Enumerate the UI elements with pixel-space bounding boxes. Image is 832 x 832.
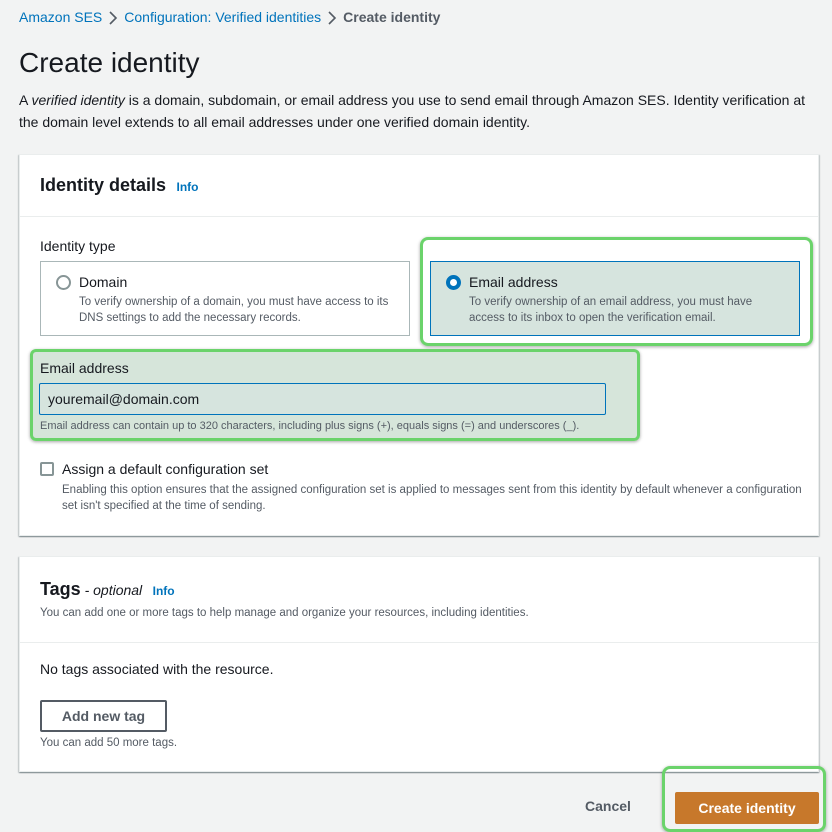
identity-details-info-link[interactable]: Info (176, 180, 199, 194)
desc-prefix: A (19, 92, 32, 108)
email-address-input[interactable]: youremail@domain.com (39, 383, 606, 415)
tags-title: Tags (40, 579, 81, 599)
tags-header (20, 557, 818, 643)
tags-panel (19, 556, 819, 772)
config-set-label[interactable]: Assign a default configuration set (62, 461, 269, 477)
identity-type-email-tile[interactable] (430, 261, 800, 336)
domain-tile-title: Domain (79, 274, 128, 290)
email-address-label: Email address (40, 360, 129, 376)
domain-tile-desc: To verify ownership of a domain, you must have access to its DNS settings to add the necessary records. (79, 296, 389, 324)
identity-details-title: Identity details (40, 175, 167, 195)
tags-optional: - optional (80, 582, 143, 598)
email-address-hint: Email address can contain up to 320 characters, including plus signs (+), equals signs (=) and underscores (_). (40, 420, 580, 432)
page-description (19, 89, 819, 133)
page-title: Create identity (19, 47, 200, 78)
identity-details-panel (19, 154, 819, 536)
tags-description: You can add one or more tags to help manage and organize your resources, including identities. (40, 607, 529, 619)
create-identity-button[interactable]: Create identity (675, 792, 819, 824)
email-tile-title: Email address (469, 274, 558, 290)
identity-type-label: Identity type (40, 238, 116, 254)
config-set-desc: Enabling this option ensures that the assigned configuration set is applied to messages sent from this identity by default whenever a configuration set isn't specified at the time of sending. (62, 484, 802, 512)
no-tags-text: No tags associated with the resource. (40, 661, 274, 677)
add-new-tag-button[interactable]: Add new tag (40, 700, 167, 732)
desc-emphasis: verified identity (31, 92, 125, 108)
desc-rest: is a domain, subdomain, or email address you use to send email through Amazon SES. Identity verification at the domain level extends to all email addresses under one verified domain identity. (19, 92, 806, 130)
email-radio[interactable] (446, 275, 461, 290)
tags-info-link[interactable]: Info (152, 584, 175, 598)
chevron-right-icon (321, 9, 343, 25)
domain-radio[interactable] (56, 275, 71, 290)
cancel-button[interactable]: Cancel (585, 798, 631, 814)
chevron-right-icon (102, 9, 124, 25)
tags-limit-hint: You can add 50 more tags. (40, 737, 178, 749)
config-set-checkbox[interactable] (40, 462, 54, 476)
breadcrumb-verified-identities[interactable]: Configuration: Verified identities (124, 9, 322, 25)
breadcrumb-amazon-ses[interactable]: Amazon SES (19, 9, 103, 25)
email-tile-desc: To verify ownership of an email address, you must have access to its inbox to open the verification email. (469, 296, 753, 324)
identity-details-header (20, 155, 818, 217)
identity-type-domain-tile[interactable] (40, 261, 410, 336)
breadcrumb (19, 8, 440, 26)
breadcrumb-current: Create identity (343, 9, 441, 25)
